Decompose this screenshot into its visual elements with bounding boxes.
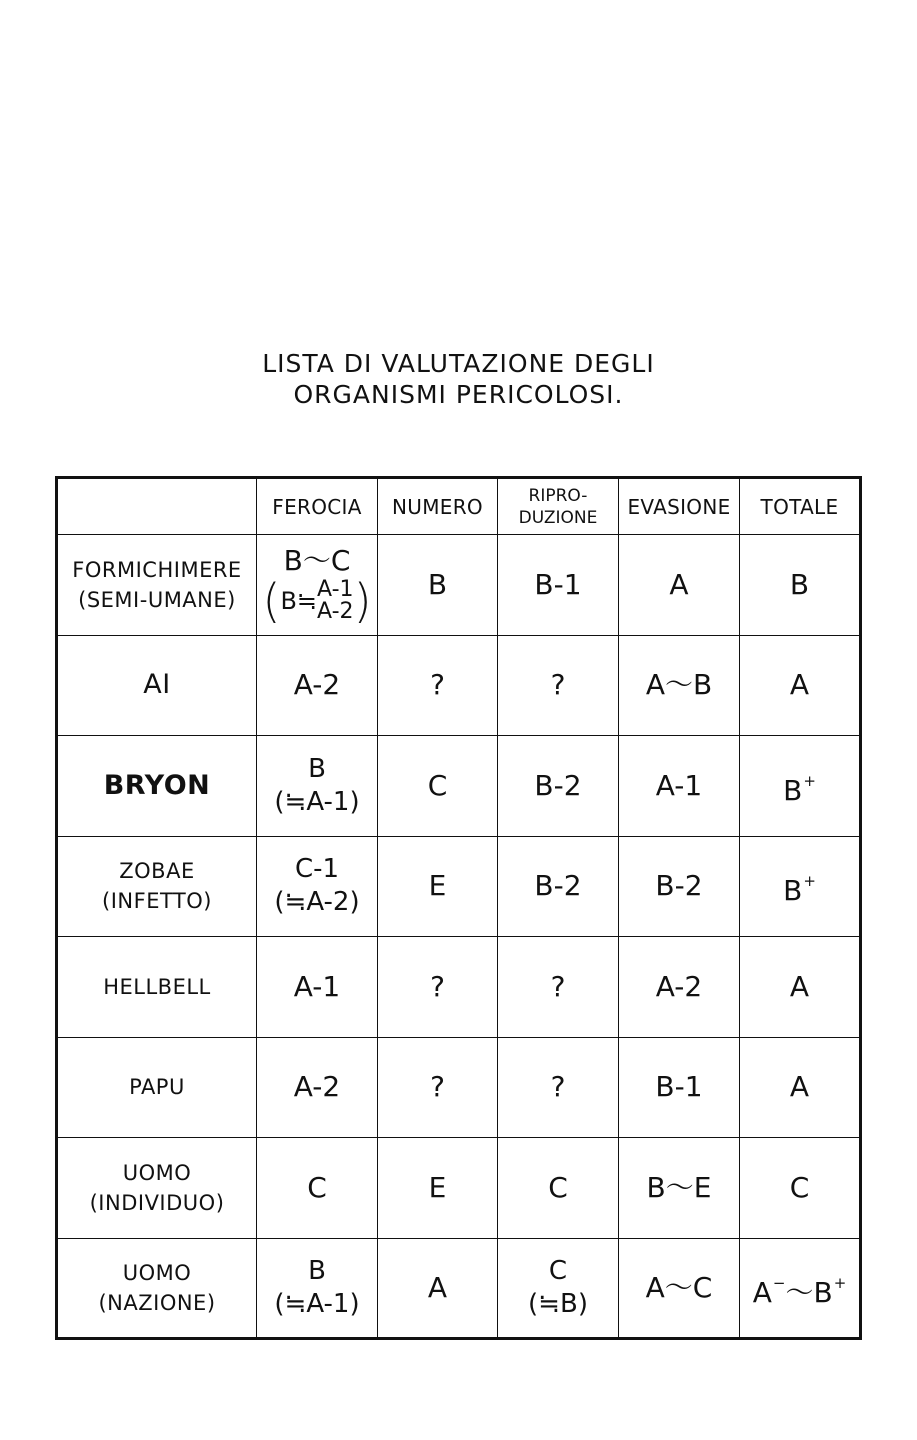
ferocia-value: C-1: [294, 854, 340, 885]
riproduzione-cell: ?: [498, 1037, 619, 1138]
ferocia-approx-stack: [317, 579, 354, 623]
totale-value-a: A: [752, 1275, 772, 1309]
evasione-cell: A-1: [619, 736, 740, 837]
ferocia-value: B〜C: [283, 544, 351, 578]
evasione-cell: A〜B: [619, 635, 740, 736]
ferocia-cell: A-2: [257, 1037, 378, 1138]
ferocia-cell: A-1: [257, 937, 378, 1038]
organism-name: FORMICHIMERE: [72, 557, 242, 582]
ferocia-value: B: [308, 753, 326, 784]
organism-name: BRYON: [103, 769, 211, 801]
organism-name-cell: [57, 836, 257, 937]
totale-cell: [740, 836, 861, 937]
numero-cell: C: [378, 736, 498, 837]
numero-cell: B: [378, 535, 498, 636]
totale-cell: [740, 736, 861, 837]
organism-name-cell: [57, 1037, 257, 1138]
riproduzione-cell: [498, 1238, 619, 1339]
ferocia-cell: [257, 1238, 378, 1339]
ferocia-approx: (≒A-2): [274, 887, 360, 918]
organism-name: HELLBELL: [103, 974, 211, 999]
table-row: [57, 937, 861, 1038]
riproduzione-cell: B-2: [498, 736, 619, 837]
organism-name-cell: [57, 635, 257, 736]
plus-mark: +: [803, 872, 816, 891]
organism-subname: (INFETTO): [102, 889, 212, 914]
numero-cell: E: [378, 1138, 498, 1239]
table-row: [57, 1138, 861, 1239]
riproduzione-cell: ?: [498, 635, 619, 736]
minus-mark: −: [772, 1273, 786, 1292]
header-evasione: EVASIONE: [619, 478, 740, 535]
organism-name: UOMO: [122, 1160, 192, 1185]
table-row: [57, 836, 861, 937]
totale-value: B: [783, 773, 803, 807]
totale-cell: A: [740, 635, 861, 736]
numero-cell: E: [378, 836, 498, 937]
ferocia-approx-a2: A-2: [317, 599, 354, 625]
evasione-cell: B-1: [619, 1037, 740, 1138]
riproduzione-cell: C: [498, 1138, 619, 1239]
ferocia-approx-a1: A-1: [317, 577, 354, 603]
evasione-cell: B-2: [619, 836, 740, 937]
riproduzione-cell: B-1: [498, 535, 619, 636]
totale-value: B: [783, 874, 803, 908]
riproduzione-approx: (≒B): [528, 1288, 588, 1319]
organism-name-cell: [57, 736, 257, 837]
numero-cell: ?: [378, 635, 498, 736]
organism-name: ZOBAE: [119, 859, 195, 884]
evasione-cell: B〜E: [619, 1138, 740, 1239]
ferocia-cell: C: [257, 1138, 378, 1239]
ferocia-value: B: [308, 1255, 326, 1286]
table-row: [57, 1238, 861, 1339]
totale-range-sep: 〜: [785, 1275, 814, 1309]
plus-mark: +: [803, 771, 816, 790]
ferocia-cell: [257, 736, 378, 837]
ferocia-approx-group: [262, 574, 372, 629]
evasione-cell: A-2: [619, 937, 740, 1038]
evasione-cell: A〜C: [619, 1238, 740, 1339]
title-line-1: LISTA DI VALUTAZIONE DEGLI: [262, 349, 655, 378]
table-row: [57, 1037, 861, 1138]
totale-cell: B: [740, 535, 861, 636]
organism-name-cell: [57, 535, 257, 636]
riproduzione-value: C: [548, 1255, 568, 1286]
organism-name-cell: [57, 1138, 257, 1239]
header-riproduzione-line-2: DUZIONE: [518, 507, 598, 528]
organism-name: AI: [143, 669, 171, 701]
evasione-cell: A: [619, 535, 740, 636]
ferocia-cell: [257, 836, 378, 937]
header-ferocia: FEROCIA: [257, 478, 378, 535]
totale-cell: A: [740, 937, 861, 1038]
table-row: [57, 635, 861, 736]
riproduzione-cell: ?: [498, 937, 619, 1038]
organism-subname: (NAZIONE): [98, 1290, 216, 1315]
numero-cell: ?: [378, 937, 498, 1038]
title-line-2: ORGANISMI PERICOLOSI.: [293, 380, 624, 409]
header-totale: TOTALE: [740, 478, 861, 535]
ferocia-cell: A-2: [257, 635, 378, 736]
table-row: [57, 535, 861, 636]
numero-cell: A: [378, 1238, 498, 1339]
organism-subname: (SEMI-UMANE): [78, 587, 236, 612]
table-header-row: [57, 478, 861, 535]
totale-value-b: B: [813, 1275, 833, 1309]
organism-name: PAPU: [129, 1075, 185, 1100]
page-title: [0, 348, 917, 410]
ferocia-cell: [257, 535, 378, 636]
ferocia-approx: (≒A-1): [274, 1288, 360, 1319]
totale-cell: [740, 1238, 861, 1339]
ferocia-approx: (≒A-1): [274, 786, 360, 817]
organism-name-cell: [57, 1238, 257, 1339]
header-numero: NUMERO: [378, 478, 498, 535]
rating-table: [55, 476, 862, 1340]
table-row: [57, 736, 861, 837]
plus-mark: +: [833, 1273, 847, 1292]
header-empty-cell: [57, 478, 257, 535]
header-riproduzione: [498, 478, 619, 535]
totale-cell: C: [740, 1138, 861, 1239]
paren-close: ): [353, 574, 372, 629]
organism-subname: (INDIVIDUO): [89, 1190, 225, 1215]
header-riproduzione-line-1: RIPRO-: [528, 485, 588, 506]
totale-cell: A: [740, 1037, 861, 1138]
paren-open: (: [262, 574, 281, 629]
organism-name-cell: [57, 937, 257, 1038]
organism-name: UOMO: [122, 1260, 192, 1285]
riproduzione-cell: B-2: [498, 836, 619, 937]
numero-cell: ?: [378, 1037, 498, 1138]
ferocia-approx-b: B≒: [280, 587, 318, 616]
